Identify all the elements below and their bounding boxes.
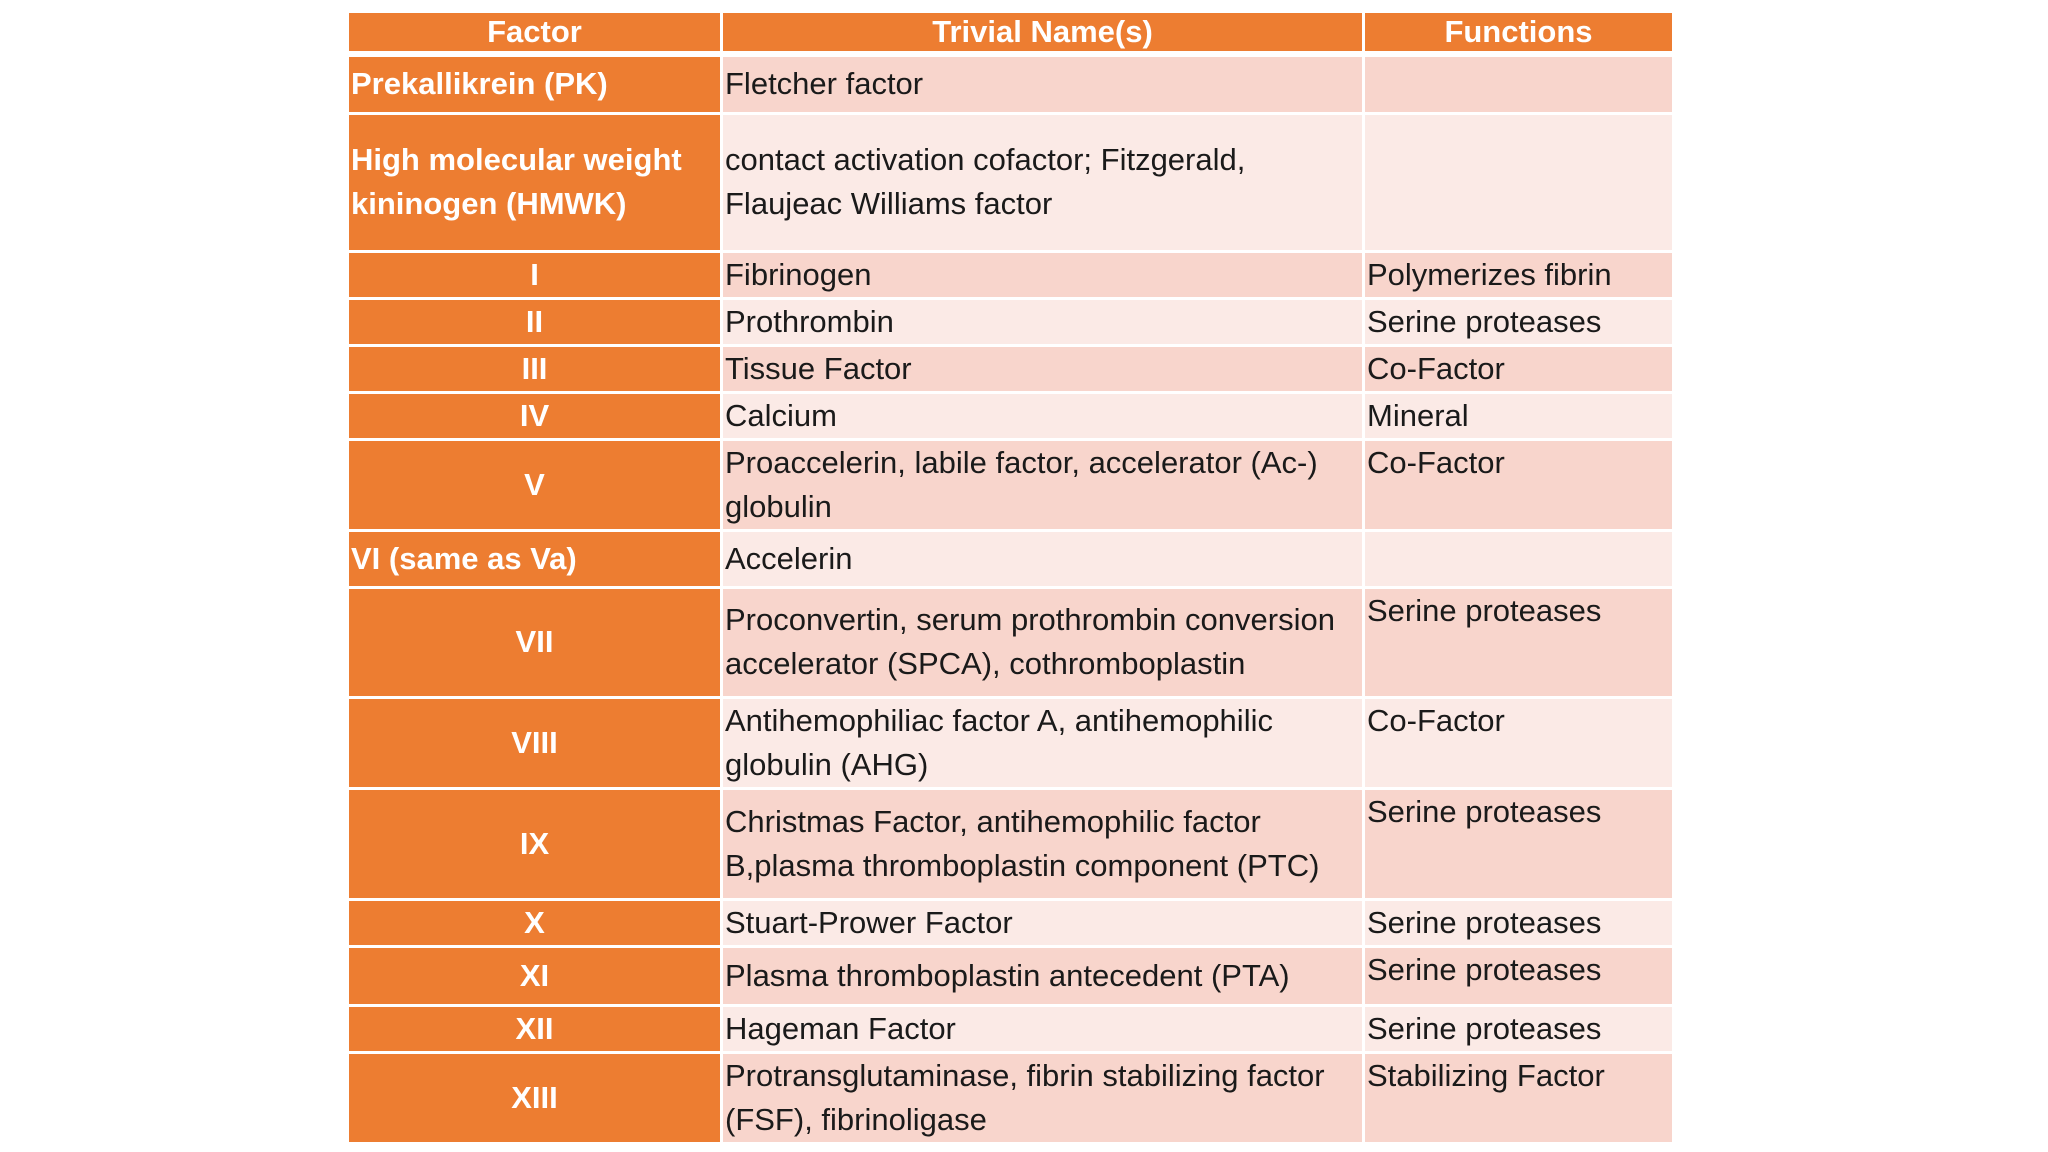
function-cell: Serine proteases (1364, 788, 1674, 899)
trivial-name-cell: Fletcher factor (722, 54, 1364, 113)
factor-cell: V (348, 439, 722, 530)
factor-cell: XIII (348, 1052, 722, 1143)
trivial-name-cell: Fibrinogen (722, 251, 1364, 298)
trivial-name-cell: Proaccelerin, labile factor, accelerator (Ac-) globulin (722, 439, 1364, 530)
function-cell: Polymerizes fibrin (1364, 251, 1674, 298)
trivial-name-cell: Tissue Factor (722, 345, 1364, 392)
trivial-name-cell: Proconvertin, serum prothrombin conversion accelerator (SPCA), cothromboplastin (722, 587, 1364, 697)
factor-cell: XII (348, 1005, 722, 1052)
function-cell: Co-Factor (1364, 345, 1674, 392)
table-row (348, 439, 1674, 530)
trivial-name-cell: Calcium (722, 392, 1364, 439)
table-row (348, 946, 1674, 1005)
trivial-name-cell: Plasma thromboplastin antecedent (PTA) (722, 946, 1364, 1005)
trivial-name-cell: Antihemophiliac factor A, antihemophilic globulin (AHG) (722, 697, 1364, 788)
table-row (348, 587, 1674, 697)
factor-cell: High molecular weight kininogen (HMWK) (348, 113, 722, 251)
table-header-row (348, 12, 1674, 55)
factor-cell: III (348, 345, 722, 392)
function-cell: Serine proteases (1364, 946, 1674, 1005)
function-cell: Serine proteases (1364, 298, 1674, 345)
factor-cell: II (348, 298, 722, 345)
trivial-name-cell: Stuart-Prower Factor (722, 899, 1364, 946)
factor-cell: Prekallikrein (PK) (348, 54, 722, 113)
factor-cell: VI (same as Va) (348, 530, 722, 587)
trivial-name-cell: Accelerin (722, 530, 1364, 587)
trivial-name-cell: contact activation cofactor; Fitzgerald, Flaujeac Williams factor (722, 113, 1364, 251)
header-trivial-names: Trivial Name(s) (722, 12, 1364, 55)
table-row (348, 697, 1674, 788)
function-cell: Stabilizing Factor (1364, 1052, 1674, 1143)
factor-cell: IX (348, 788, 722, 899)
function-cell: Serine proteases (1364, 587, 1674, 697)
function-cell: Serine proteases (1364, 1005, 1674, 1052)
table-row (348, 1005, 1674, 1052)
trivial-name-cell: Hageman Factor (722, 1005, 1364, 1052)
table-row (348, 298, 1674, 345)
trivial-name-cell: Prothrombin (722, 298, 1364, 345)
factor-cell: I (348, 251, 722, 298)
function-cell (1364, 530, 1674, 587)
coagulation-factors-table (346, 10, 1675, 1145)
factor-cell: IV (348, 392, 722, 439)
header-functions: Functions (1364, 12, 1674, 55)
function-cell: Co-Factor (1364, 439, 1674, 530)
factor-cell: VIII (348, 697, 722, 788)
table-row (348, 251, 1674, 298)
table-row (348, 392, 1674, 439)
function-cell (1364, 54, 1674, 113)
table-row (348, 788, 1674, 899)
table-row (348, 345, 1674, 392)
trivial-name-cell: Protransglutaminase, fibrin stabilizing factor (FSF), fibrinoligase (722, 1052, 1364, 1143)
table-row (348, 113, 1674, 251)
function-cell: Mineral (1364, 392, 1674, 439)
factor-cell: XI (348, 946, 722, 1005)
header-factor: Factor (348, 12, 722, 55)
table-row (348, 1052, 1674, 1143)
table-row (348, 899, 1674, 946)
table-row (348, 530, 1674, 587)
function-cell: Co-Factor (1364, 697, 1674, 788)
factor-cell: VII (348, 587, 722, 697)
function-cell: Serine proteases (1364, 899, 1674, 946)
function-cell (1364, 113, 1674, 251)
table-row (348, 54, 1674, 113)
factor-cell: X (348, 899, 722, 946)
trivial-name-cell: Christmas Factor, antihemophilic factor B,plasma thromboplastin component (PTC) (722, 788, 1364, 899)
